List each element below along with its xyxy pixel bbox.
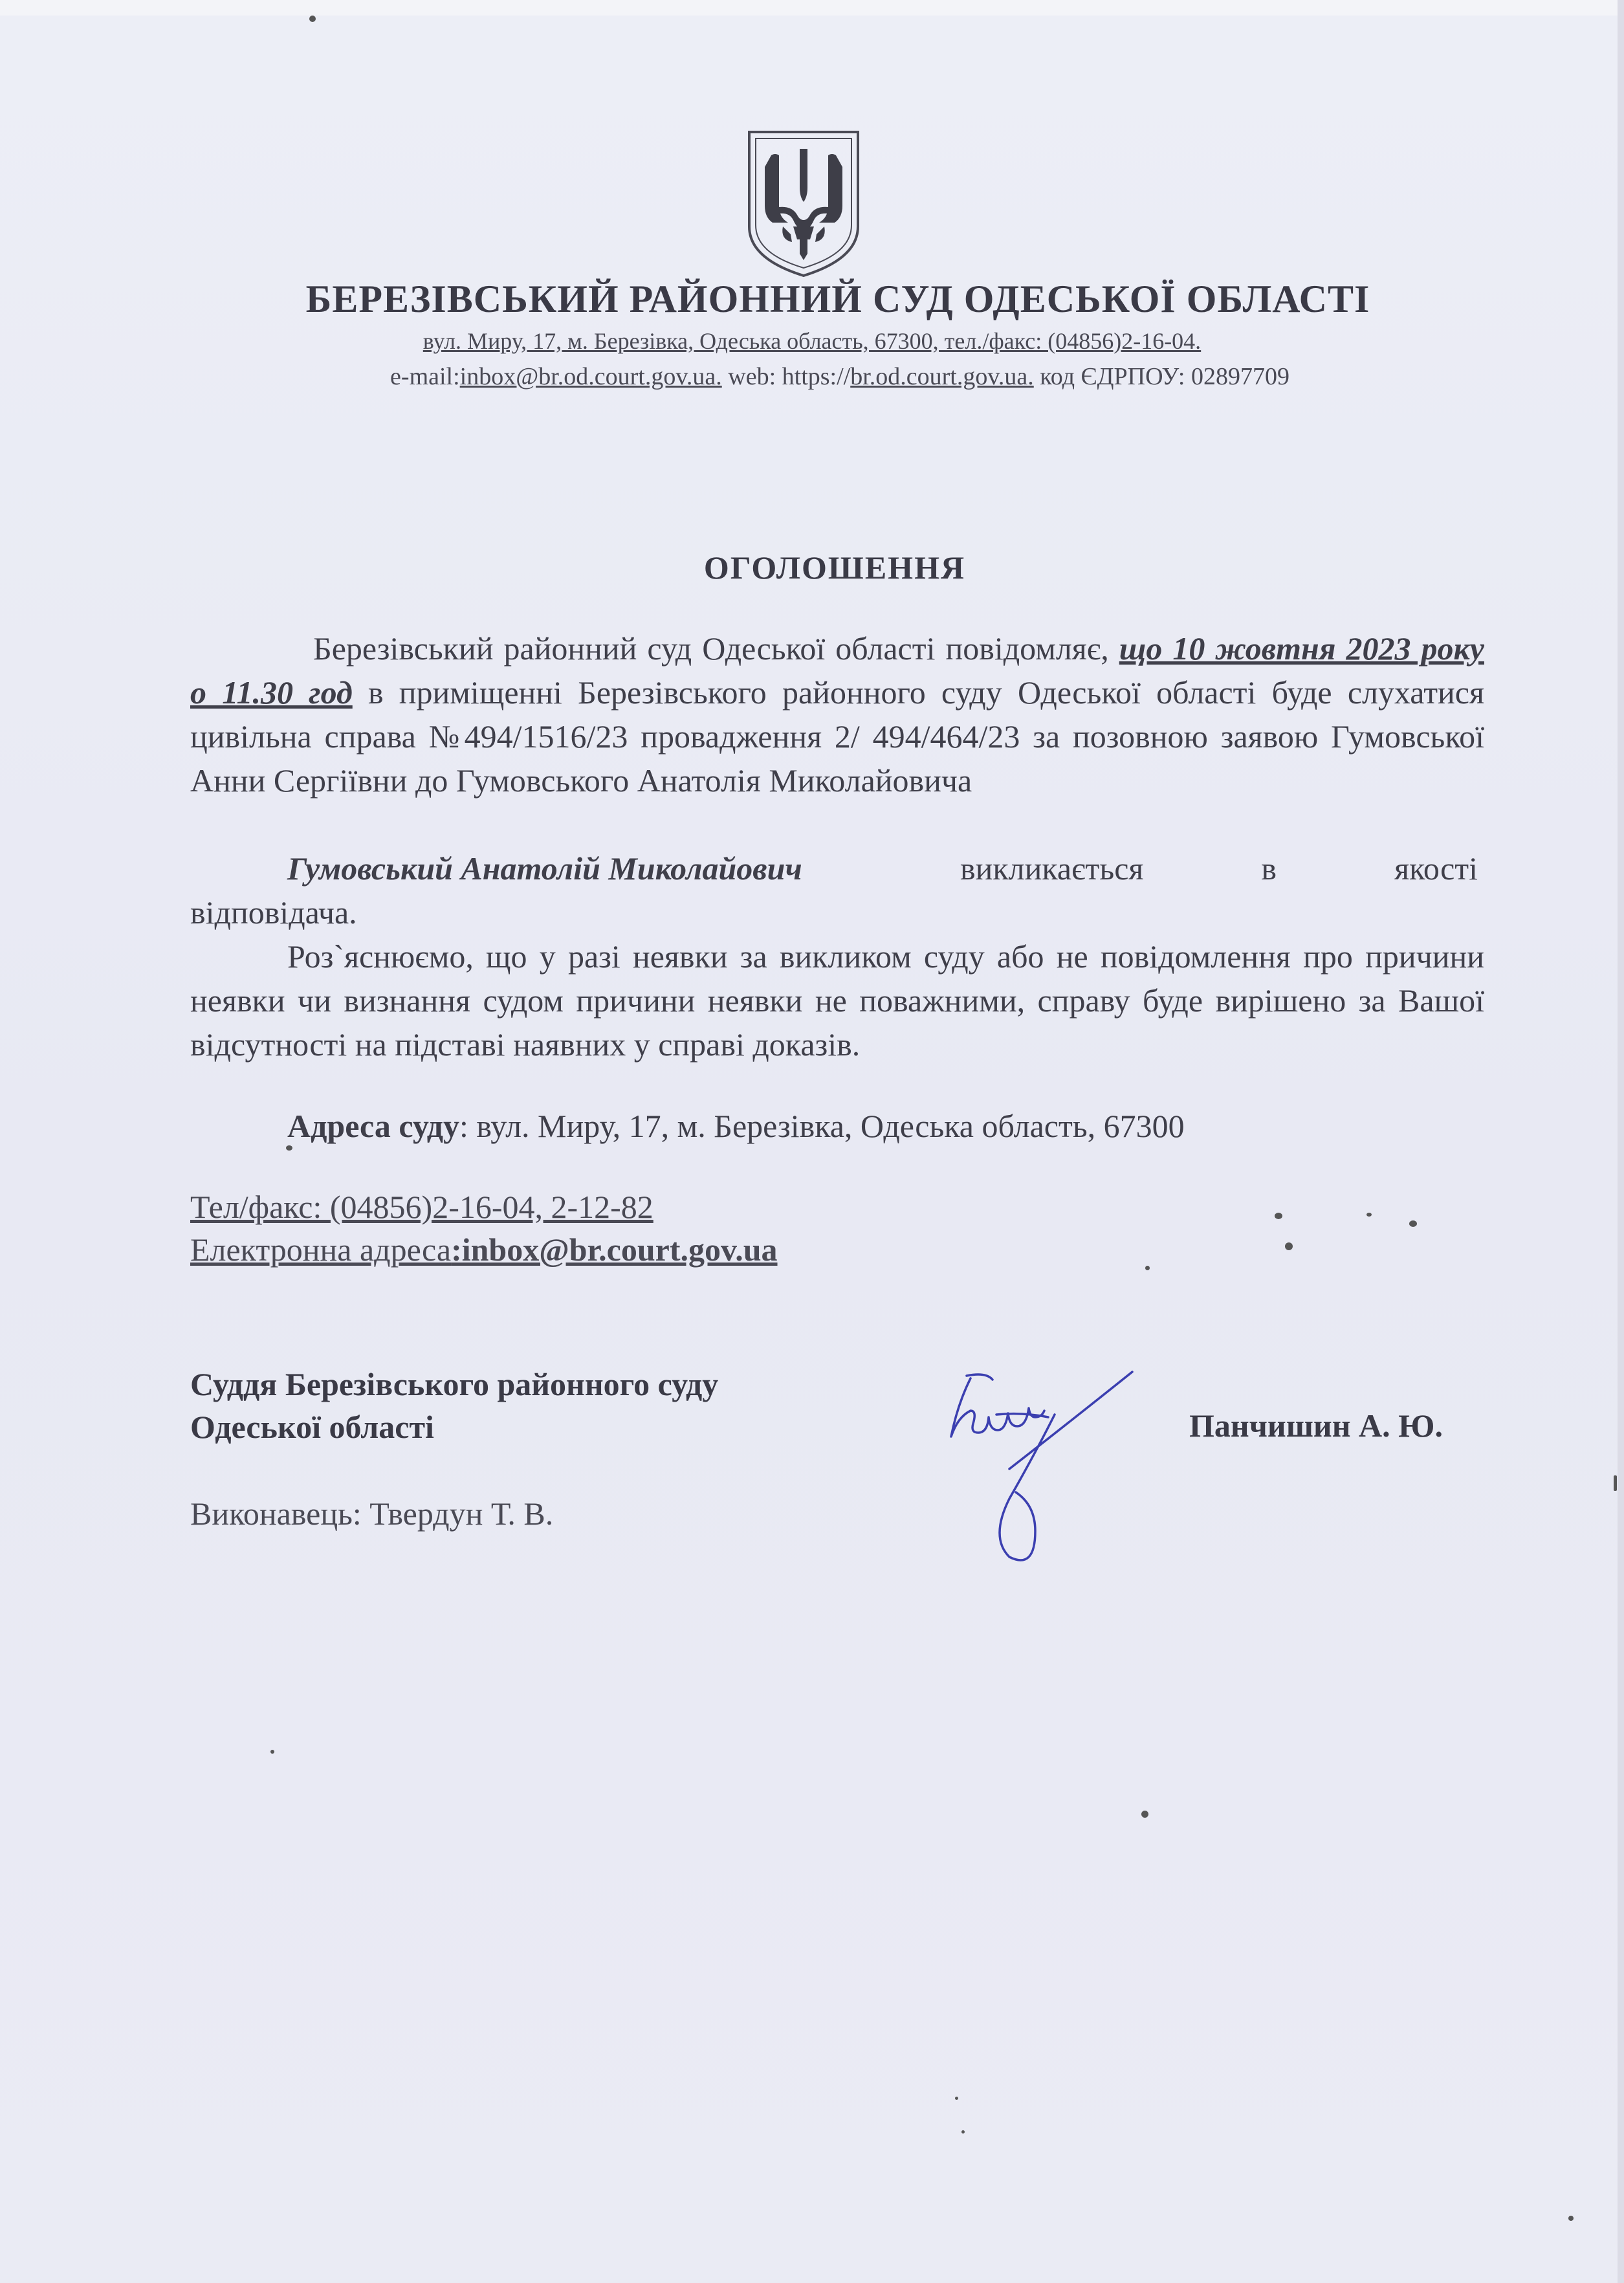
executor-line: Виконавець: Твердун Т. В.	[190, 1495, 554, 1532]
scan-speck	[286, 1145, 292, 1151]
notice-paragraph-hearing	[190, 626, 1484, 802]
court-address-value: : вул. Миру, 17, м. Березівка, Одеська область, 67300	[459, 1108, 1185, 1144]
scan-speck	[961, 2130, 965, 2134]
notice-paragraph-clarification: Роз`яснюємо, що у разі неявки за викликом суду або не повідомлення про причини неявки чи визнання судом причини неявки не поважними, справу буде вирішено за Вашої відсутності на підставі наявних у справі доказів.	[190, 938, 1484, 1063]
email-label: e-mail:	[390, 363, 460, 390]
scan-speck	[1409, 1220, 1417, 1227]
court-address-text: вул. Миру, 17, м. Березівка, Одеська область, 67300, тел./факс: (04856)2-16-04.	[422, 328, 1202, 354]
scan-speck	[270, 1750, 274, 1754]
court-email-label: Електронна адреса	[190, 1231, 452, 1268]
court-name-heading: БЕРЕЗІВСЬКИЙ РАЙОННИЙ СУД ОДЕСЬКОЇ ОБЛАСТІ	[305, 278, 1370, 320]
hearing-date-text: що 10 жовтня 2023 року о 11.30 год	[190, 630, 1484, 711]
edrpou-code: код ЄДРПОУ: 02897709	[1033, 363, 1289, 390]
scan-speck	[1141, 1811, 1148, 1818]
scan-speck	[1275, 1213, 1282, 1219]
judge-name: Панчишин А. Ю.	[1189, 1407, 1443, 1444]
scan-speck	[1366, 1213, 1372, 1217]
defendant-role: викликається в якості	[960, 850, 1478, 887]
handwritten-signature	[932, 1352, 1210, 1566]
defendant-role-cont: відповідача.	[190, 894, 357, 931]
scan-top-edge	[0, 0, 1624, 16]
notice-case-text: в приміщенні Березівського районного суду Одеської області буде слухатися цивільна справа №494/1516/23 провадження 2/ 494/464/23 за позовною заявою Гумовської Анни Сергіївни до Гумовського Анатолія Миколайовича	[190, 674, 1484, 799]
court-contact-line	[0, 362, 1624, 391]
court-email-value[interactable]: :inbox@br.court.gov.ua	[451, 1231, 778, 1268]
notice-title: ОГОЛОШЕННЯ	[703, 549, 966, 586]
defendant-name: Гумовський Анатолій Миколайович	[287, 850, 802, 887]
scan-speck	[1614, 1475, 1617, 1491]
judge-title-line2: Одеської області	[190, 1409, 434, 1445]
notice-intro-text: Березівський районний суд Одеської області повідомляє,	[313, 630, 1119, 667]
scan-speck	[1145, 1266, 1150, 1270]
court-address-label: Адреса суду	[287, 1108, 459, 1144]
court-address-line	[0, 327, 1624, 355]
court-address-paragraph	[190, 1104, 1484, 1148]
judge-title-line1: Суддя Березівського районного суду	[190, 1366, 719, 1402]
scan-speck	[1568, 2216, 1574, 2221]
court-email-link[interactable]: inbox@br.od.court.gov.ua.	[459, 363, 722, 390]
scan-speck	[1285, 1242, 1293, 1250]
court-web-link[interactable]: br.od.court.gov.ua.	[850, 363, 1034, 390]
web-label: web: https://	[721, 363, 851, 390]
judge-title	[190, 1363, 718, 1448]
court-phone: Тел/факс: (04856)2-16-04, 2-12-82	[190, 1189, 653, 1225]
court-email-line	[190, 1231, 778, 1268]
scan-speck	[955, 2097, 958, 2100]
scan-speck	[309, 16, 316, 22]
trident-coat-of-arms-icon	[745, 129, 862, 278]
notice-paragraph-defendant	[190, 846, 1484, 934]
